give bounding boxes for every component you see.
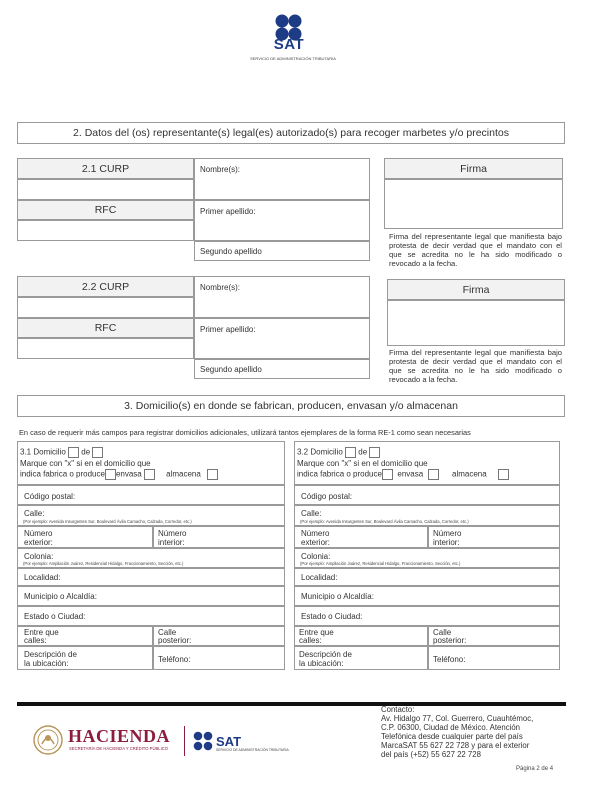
- domicilio-1-descripcion[interactable]: Descripción de la ubicación:: [17, 646, 153, 670]
- domicilio-2-num-ext[interactable]: Número exterior:: [294, 526, 428, 548]
- domicilio-1-entre-calles[interactable]: Entre que calles:: [17, 626, 153, 646]
- domicilio-1-calle-posterior[interactable]: Calle posterior:: [153, 626, 285, 646]
- segundo-apellido-2-field[interactable]: Segundo apellido: [194, 359, 370, 379]
- domicilio-2-almacena-check[interactable]: [498, 469, 509, 480]
- firma-2-note: Firma del representante legal que manifiesta bajo protesta de decir verdad que el mandato con el que se acredita no le ha sido modificado o revocado a la fecha.: [389, 348, 562, 384]
- domicilio-2-estado[interactable]: Estado o Ciudad:: [294, 606, 560, 626]
- firma-1-label: Firma: [384, 158, 563, 179]
- curp-2-input[interactable]: [17, 297, 194, 318]
- domicilio-2-localidad[interactable]: Localidad:: [294, 568, 560, 586]
- contact-line-3: Telefónica desde cualquier parte del país: [381, 732, 523, 741]
- primer-apellido-2-field[interactable]: Primer apellido:: [194, 318, 370, 359]
- footer-sat-subtitle: SERVICIO DE ADMINISTRACIÓN TRIBUTARIA: [216, 748, 289, 752]
- domicilio-2-entre-calles[interactable]: Entre que calles:: [294, 626, 428, 646]
- domicilio-2-descripcion[interactable]: Descripción de la ubicación:: [294, 646, 428, 670]
- domicilio-2-envasa-check[interactable]: [428, 469, 439, 480]
- domicilio-2-calle[interactable]: Calle: (Por ejemplo: Avenida Insurgentes Sur, Boulevard Ávila Camacho, Calzada, Corredor, etc.): [294, 505, 560, 526]
- domicilio-2-total-box[interactable]: [369, 447, 380, 458]
- sat-logo-text: SAT: [273, 36, 305, 53]
- domicilio-1-colonia[interactable]: Colonia: (Por ejemplo: Ampliación Juárez, Residencial Hidalgo, Fraccionamiento, Sección, etc.): [17, 548, 285, 568]
- domicilio-1-localidad[interactable]: Localidad:: [17, 568, 285, 586]
- domicilio-2-calle-posterior[interactable]: Calle posterior:: [428, 626, 560, 646]
- domicilio-2-colonia[interactable]: Colonia: (Por ejemplo: Ampliación Juárez, Residencial Hidalgo, Fraccionamiento, Sección, etc.): [294, 548, 560, 568]
- domicilio-2-telefono[interactable]: Teléfono:: [428, 646, 560, 670]
- domicilio-1-header: 3.1 Domicilio de Marque con "x" si en el domicilio que indica fabrica o produce envasa almacena: [17, 441, 285, 485]
- segundo-apellido-1-field[interactable]: Segundo apellido: [194, 241, 370, 261]
- footer-sat-text: SAT: [216, 734, 242, 749]
- domicilio-2-header: 3.2 Domicilio de Marque con "x" si en el domicilio que indica fabrica o produce envasa almacena: [294, 441, 560, 485]
- domicilio-2-cp[interactable]: Código postal:: [294, 485, 560, 505]
- curp-1-label: 2.1 CURP: [17, 158, 194, 179]
- footer-logo-divider: [184, 726, 185, 756]
- domicilio-1-number-box[interactable]: [68, 447, 79, 458]
- domicilio-2-number-box[interactable]: [345, 447, 356, 458]
- domicilio-2-num-int[interactable]: Número interior:: [428, 526, 560, 548]
- domicilio-1-cp[interactable]: Código postal:: [17, 485, 285, 505]
- rfc-1-label: RFC: [17, 200, 194, 220]
- section3-note: En caso de requerir más campos para registrar domicilios adicionales, utilizará tantos ejemplares de la forma RE-1 como sean necesarias: [19, 428, 471, 437]
- nombre-1-field[interactable]: Nombre(s):: [194, 158, 370, 200]
- footer-sat-dots-icon: [193, 731, 215, 758]
- curp-2-label: 2.2 CURP: [17, 276, 194, 297]
- contact-block: [381, 705, 562, 759]
- sat-logo-subtitle: SERVICIO DE ADMINISTRACIÓN TRIBUTARIA: [250, 56, 336, 61]
- domicilio-1-municipio[interactable]: Municipio o Alcaldía:: [17, 586, 285, 606]
- contact-line-4: MarcaSAT 55 627 22 728 y para el exterior: [381, 741, 530, 750]
- firma-2-label: Firma: [387, 279, 565, 300]
- contact-title: Contacto:: [381, 705, 415, 714]
- firma-2-box[interactable]: [387, 300, 565, 346]
- domicilio-2-fabrica-check[interactable]: [382, 469, 393, 480]
- firma-1-box[interactable]: [384, 179, 563, 229]
- domicilio-1-calle[interactable]: Calle: (Por ejemplo: Avenida Insurgentes Sur, Boulevard Ávila Camacho, Calzada, Corredor, etc.): [17, 505, 285, 526]
- domicilio-1-fabrica-check[interactable]: [105, 469, 116, 480]
- domicilio-1-telefono[interactable]: Teléfono:: [153, 646, 285, 670]
- contact-line-5: del país (+52) 55 627 22 728: [381, 750, 481, 759]
- domicilio-1-total-box[interactable]: [92, 447, 103, 458]
- domicilio-1-num-int[interactable]: Número interior:: [153, 526, 285, 548]
- nombre-2-field[interactable]: Nombre(s):: [194, 276, 370, 318]
- page-number: Página 2 de 4: [516, 766, 554, 772]
- firma-1-note: Firma del representante legal que manifiesta bajo protesta de decir verdad que el mandato con el que se acredita no le ha sido modificado o revocado a la fecha.: [389, 232, 562, 268]
- domicilio-1-almacena-check[interactable]: [207, 469, 218, 480]
- hacienda-logo-subtitle: SECRETARÍA DE HACIENDA Y CRÉDITO PÚBLICO: [69, 746, 169, 751]
- domicilio-1-num-ext[interactable]: Número exterior:: [17, 526, 153, 548]
- primer-apellido-1-field[interactable]: Primer apellido:: [194, 200, 370, 241]
- domicilio-1-estado[interactable]: Estado o Ciudad:: [17, 606, 285, 626]
- rfc-2-input[interactable]: [17, 338, 194, 359]
- rfc-2-label: RFC: [17, 318, 194, 338]
- contact-line-1: Av. Hidalgo 77, Col. Guerrero, Cuauhtémoc,: [381, 714, 534, 723]
- section2-title: 2. Datos del (os) representante(s) legal(es) autorizado(s) para recoger marbetes y/o precintos: [17, 122, 565, 144]
- section3-title: 3. Domicilio(s) en donde se fabrican, producen, envasan y/o almacenan: [17, 395, 565, 417]
- contact-line-2: C.P. 06300, Ciudad de México. Atención: [381, 723, 520, 732]
- domicilio-2-municipio[interactable]: Municipio o Alcaldía:: [294, 586, 560, 606]
- domicilio-1-envasa-check[interactable]: [144, 469, 155, 480]
- hacienda-logo-text: HACIENDA: [68, 726, 171, 746]
- rfc-1-input[interactable]: [17, 220, 194, 241]
- curp-1-input[interactable]: [17, 179, 194, 200]
- hacienda-seal-icon: [32, 724, 64, 756]
